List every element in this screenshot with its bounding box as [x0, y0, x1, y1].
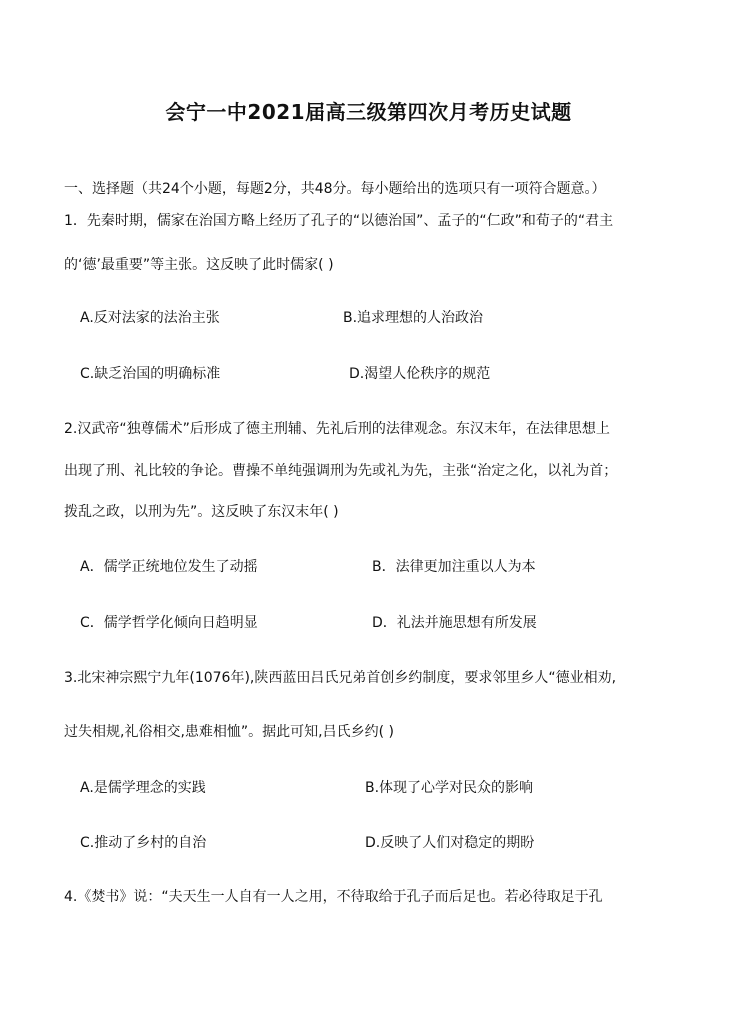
question-3-option-b: B.体现了心学对民众的影响 — [365, 780, 534, 796]
question-1-option-b: B.追求理想的人治政治 — [343, 310, 484, 326]
question-1-option-c: C.缺乏治国的明确标准 — [80, 366, 221, 382]
question-3-option-c: C.推动了乡村的自治 — [80, 835, 207, 851]
question-2-line-3: 拨乱之政，以刑为先”。这反映了东汉末年( ) — [64, 504, 339, 520]
question-1-option-d: D.渴望人伦秩序的规范 — [349, 366, 491, 382]
question-1-line-1: 1．先秦时期，儒家在治国方略上经历了孔子的“以德治国”、孟子的“仁政”和荀子的“君主 — [64, 213, 614, 229]
question-3-option-d: D.反映了人们对稳定的期盼 — [365, 835, 535, 851]
question-3-line-1: 3.北宋神宗熙宁九年(1076年),陕西蓝田吕氏兄弟首创乡约制度，要求邻里乡人“德业相劝, — [64, 670, 617, 686]
question-2-option-d: D．礼法并施思想有所发展 — [372, 615, 537, 631]
question-1-option-a: A.反对法家的法治主张 — [80, 310, 220, 326]
question-2-option-a: A．儒学正统地位发生了动摇 — [80, 559, 258, 575]
question-4-line-1: 4.《焚书》说：“夫天生一人自有一人之用，不待取给于孔子而后足也。若必待取足于孔 — [64, 889, 603, 905]
question-2-line-2: 出现了刑、礼比较的争论。曹操不单纯强调刑为先或礼为先，主张“治定之化，以礼为首； — [64, 463, 618, 479]
section-heading: 一、选择题（共24个小题，每题2分，共48分。每小题给出的选项只有一项符合题意。） — [64, 181, 606, 197]
question-2-line-1: 2.汉武帝“独尊儒术”后形成了德主刑辅、先礼后刑的法律观念。东汉末年，在法律思想上 — [64, 421, 610, 437]
question-1-line-2: 的‘德’最重要”等主张。这反映了此时儒家( ) — [64, 257, 334, 273]
question-2-option-b: B．法律更加注重以人为本 — [372, 559, 536, 575]
question-3-option-a: A.是儒学理念的实践 — [80, 780, 206, 796]
page-title: 会宁一中2021届高三级第四次月考历史试题 — [165, 100, 572, 124]
question-3-line-2: 过失相规,礼俗相交,患难相恤”。据此可知,吕氏乡约( ) — [64, 724, 394, 740]
question-2-option-c: C．儒学哲学化倾向日趋明显 — [80, 615, 258, 631]
